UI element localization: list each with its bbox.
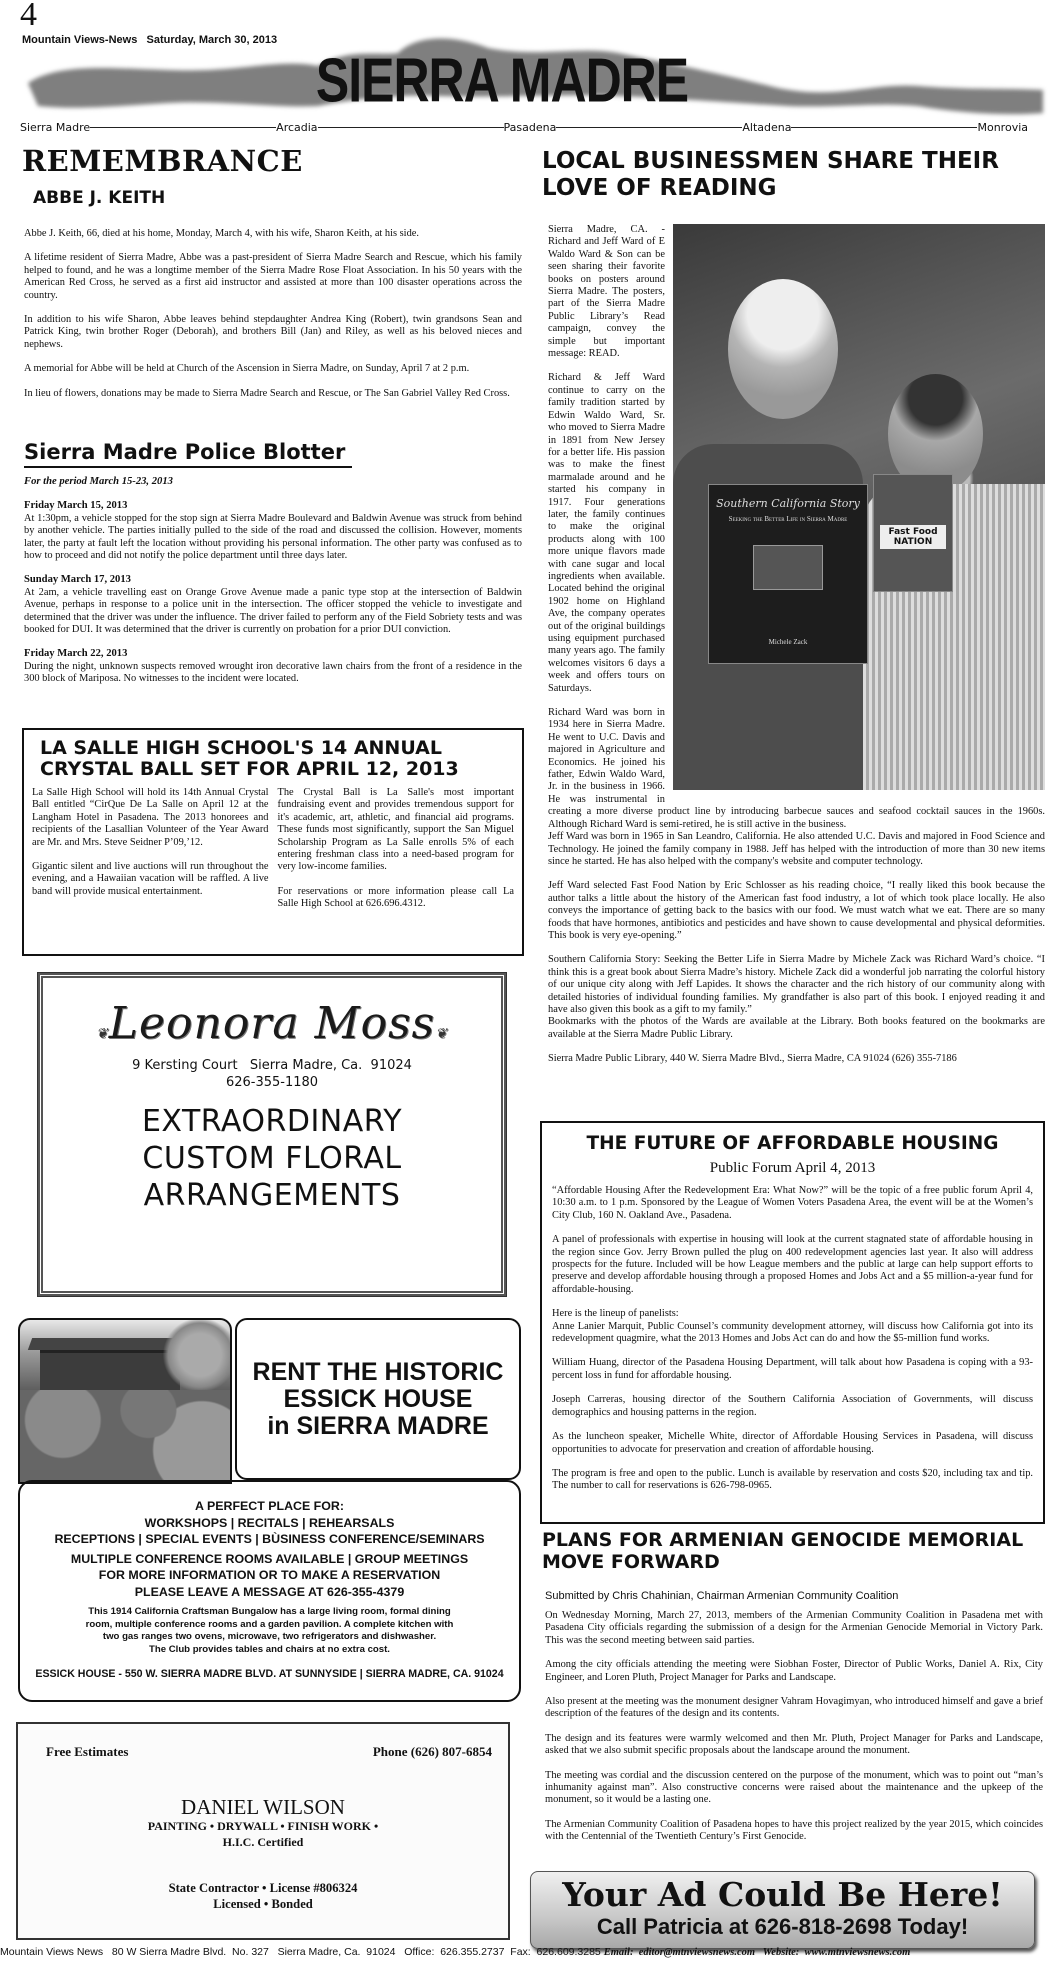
ad-address: 9 Kersting Court Sierra Madre, Ca. 91024 [132,1058,412,1073]
paragraph: William Huang, director of the Pasadena Housing Department, will talk about how Pasadena is coping with a 93-percent loss in fund for affordable housing. [552,1357,1033,1381]
ad-services: PAINTING • DRYWALL • FINISH WORK • [147,1819,379,1833]
advertise-contact: Call Patricia at 626-818-2698 Today! [596,1914,969,1939]
housing-subtitle: Public Forum April 4, 2013 [709,1160,876,1176]
remembrance-heading: REMEMBRANCE [22,144,303,178]
obituary-name: ABBE J. KEITH [33,188,166,208]
essick-description: This 1914 California Craftsman Bungalow has a large living room, formal dining room, multiple conference rooms and a garden pavilion. A complete kitchen with two gas ranges two ovens, microwave, two refrigerators and dishwasher. The Club provides tables and chairs at no extra cost. [85,1606,454,1655]
paragraph: Abbe J. Keith, 66, died at his home, Monday, March 4, with his wife, Sharon Keith, at his side. [24,228,419,239]
advertise-headline: Your Ad Could Be Here! [562,1875,1003,1914]
paragraph: In addition to his wife Sharon, Abbe leaves behind stepdaughter Andrea King (Robert), twin grandsons Sean and Patrick King, twin brother Roger (Deborah), and brothers Bill (Jan) and Riley, as well as his beloved nieces and nephews. [24,314,522,350]
paragraph: Richard & Jeff Ward continue to carry on the family tradition started by Edwin Waldo Ward, Sr. who moved to Sierra Madre in 1891 from New Jersey for a better life. His passion was to make the finest marmalade around and he started his company in 1917. Four generations later, the family continues to make the original products along with 100 more unique flavors made with cane sugar and local ingredients when available. Located behind the original 1902 home on Highland Ave, the company operates out of the original buildings using equipment purchased many years ago. The family welcomes visitors 6 days a week and offers tours on Saturdays. [548,372,665,694]
city-label: Monrovia [977,121,1028,134]
ad-business-name: DANIEL WILSON [181,1795,345,1819]
paragraph: A memorial for Abbe will be held at Church of the Ascension in Sierra Madre, on Sunday, April 7 at 2 p.m. [24,363,470,375]
free-estimates-label: Free Estimates [46,1744,129,1759]
paragraph: “Affordable Housing After the Redevelopment Era: What Now?” will be the topic of a free public forum April 4, 10:30 a.m. to 1 p.m. Sponsored by the League of Women Voters Pasadena Area, the event will be at the Women’s City Club, 160 N. Oakland Ave., Pasadena. [552,1185,1033,1221]
leonora-moss-ad [38,973,506,1296]
page-footer [0,1946,1056,1958]
ad-certification: H.I.C. Certified [222,1835,304,1849]
paragraph: Gigantic silent and live auctions will run throughout the evening, and a Hawaiian vacation will be raffled. A live band will provide musical entertainment. [32,861,269,897]
dateline: Mountain Views-News Saturday, March 30, 2013 [22,34,278,46]
blotter-entry: At 1:30pm, a vehicle stopped for the stop sign at Sierra Madre Boulevard and Baldwin Avenue was struck from behind by another vehicle. The parties initially pulled to the side of the road and discussed the collision. However, moments later, the party at fault left the location without providing his personal information. The other party was confused as to how to proceed and did not notify the police department until three days later. [24,512,522,562]
paragraph: Among the city officials attending the meeting were Siobhan Foster, Director of Public Works, Daniel A. Rix, City Engineer, and Loren Pluth, Project Manager for Parks and Landscape. [545,1659,1043,1683]
paragraph: Sierra Madre, CA. - Richard and Jeff Ward of E Waldo Ward & Son can be seen sharing their favorite books on posters around Sierra Madre. The posters, part of the Sierra Madre Public Library’s Read campaign, convey the simple but important message: READ. [548,224,665,360]
leonora-moss-logo: ❦Leonora Moss❦ [96,998,448,1049]
ad-bonded: Licensed • Bonded [213,1897,313,1911]
section-title: SIERRA MADRE [315,45,689,116]
paragraph: As the luncheon speaker, Michelle White, director of Affordable Housing Services in Pasadena, will discuss opportunities to advocate for preservation and creation of affordable housing. [552,1431,1033,1455]
paragraph: The Armenian Community Coalition of Pasadena hopes to have this project realized by the year 2015, which coincides with the Centennial of the Twentieth Century’s First Genocide. [545,1818,1043,1843]
divider-line [791,127,977,128]
ad-license: State Contractor • License #806324 [168,1881,358,1895]
city-label: Arcadia [276,121,318,134]
blotter-date: Sunday March 17, 2013 [24,574,131,586]
armenian-article-body [545,1610,1043,1856]
lasalle-headline [32,738,514,780]
housing-article-box [540,1121,1045,1524]
paragraph: Joseph Carreras, housing director of the Southern California Association of Governments, will discuss demographics and housing patterns in the region. [552,1394,1033,1418]
police-blotter-body [24,476,522,698]
police-blotter-heading: Sierra Madre Police Blotter [24,440,352,468]
ad-phone: 626-355-1180 [225,1075,319,1090]
paragraph: For reservations or more information please call La Salle High School at 626.696.4312. [277,885,514,910]
paragraph: Here is the lineup of panelists: [552,1308,679,1320]
city-label: Altadena [742,121,792,134]
paragraph: Sierra Madre Public Library, 440 W. Sierra Madre Blvd., Sierra Madre, CA 91024 (626) 355-7186 [548,1053,957,1065]
essick-headline: RENT THE HISTORIC ESSICK HOUSE in SIERRA MADRE [252,1357,504,1440]
paragraph: A lifetime resident of Sierra Madre, Abbe was a past-president of Sierra Madre Search and Rescue, which his family helped to found, and he was a longtime member of the Sierra Madre Rose Float Association. In his 50 years with the American Red Cross, he served as a first aid instructor and assisted at more than 100 disaster operations across the country. [24,252,522,301]
book-southern-california-story: Southern California Story Seeking the Better Life in Sierra Madre Michele Zack [708,484,868,664]
housing-headline: THE FUTURE OF AFFORDABLE HOUSING [586,1133,999,1154]
blotter-date: Friday March 22, 2013 [24,648,128,660]
divider-line [90,127,276,128]
paragraph: The design and its features were warmly welcomed and then Mr. Pluth, Project Manager for Parks and Landscape, asked that we also submit specific proposals about the landscape around the monument. [545,1732,1043,1757]
paragraph: Richard Ward was born in 1934 here in Sierra Madre. He went to U.C. Davis and majored in Agriculture and Economics. He joined his father, Edwin Waldo Ward, Jr. in the business in 1966. He was instrumental in creating a more diverse product line by introducing barbecue sauces and seafood cocktail sauces in the 1960s. Although Richard Ward is semi-retired, he is still active in the business. [548,707,1045,830]
blotter-entry: During the night, unknown suspects removed wrought iron decorative lawn chairs from the front of a residence in the 300 block of Mariposa. No witnesses to the incident were located. [24,660,522,685]
floral-ornament-icon: ❦ [435,1026,448,1042]
city-label: Pasadena [503,121,557,134]
headline-line: LA SALLE HIGH SCHOOL'S 14 ANNUAL [40,737,442,759]
paragraph: The meeting was cordial and the discussion centered on the purpose of the monument, which was to point out “man’s inhumanity against man”. Also constructive concerns were raised about the maintenance and the upkeep of the monument, so it would be a lasting one. [545,1769,1043,1806]
advertise-here-banner[interactable] [530,1871,1035,1949]
paragraph: La Salle High School will hold its 14th Annual Crystal Ball entitled “CirQue De La Salle on April 12 at the Langham Hotel in Pasadena. The 2013 honorees and recipients of the Lasallian Volunteer of the Year Award are Mr. and Mrs. Steve Seidner P’09,’12. [32,787,269,848]
paragraph: Bookmarks with the photos of the Wards are available at the Library. Both books featured on the bookmarks are available at the Sierra Madre Public Library. [548,1016,1045,1040]
book-fast-food-nation: Fast Food NATION [873,474,953,592]
paragraph: Southern California Story: Seeking the Better Life in Sierra Madre by Michele Zack was Richard Ward’s choice. “I think this is a great book about Sierra Madre’s history. Michele Zack did a wonderful job narrating the colorful history of our unique city along with Jeff Lapides. It shows the character and the rich history of our community along with detailed histories of individual founding families. My grandfather is also part of this book. I enjoyed reading it and have also given this book as a gift to my family.” [548,954,1045,1015]
lasalle-column-left [32,787,269,923]
essick-info-box [18,1480,521,1702]
paragraph: Also present at the meeting was the monument designer Vahram Hovagimyan, who introduced himself and gave a brief description of the features of the design and its contents. [545,1696,1043,1720]
headline-line: CRYSTAL BALL SET FOR APRIL 12, 2013 [40,758,459,780]
essick-features: A PERFECT PLACE FOR: WORKSHOPS | RECITALS | REHEARSALS RECEPTIONS | SPECIAL EVENTS | BÙSINESS CONFERENCE/SEMINARS MULTIPLE CONFERENCE ROOMS AVAILABLE | GROUP MEETINGS FOR MORE INFORMATION OR TO MAKE A RESERVATION PLEASE LEAVE A MESSAGE AT 626-355-4379 [54,1499,485,1599]
businessmen-headline: LOCAL BUSINESSMEN SHARE THEIR LOVE OF READING [542,148,999,201]
paragraph: Jeff Ward was born in 1965 in San Leandro, California. He also attended U.C. Davis and majored in Food Science and Technology. He joined the family company in 1988. Jeff has helped with the introduction of more than 30 new items since he started. He has also helped with the company's website and computer technology. [548,831,1045,867]
essick-house-photo [18,1318,232,1484]
obituary-body [24,228,522,412]
city-label: Sierra Madre [20,121,91,134]
ward-family-photo [673,224,1045,790]
city-line [20,121,1028,134]
armenian-memorial-headline: PLANS FOR ARMENIAN GENOCIDE MEMORIAL MOVE FORWARD [542,1529,1024,1573]
paragraph: Jeff Ward selected Fast Food Nation by Eric Schlosser as his reading choice, “I really liked this book because the author talks a little about the history of the American fast food industry, a lot of which took place locally. He also conveys the importance of getting back to the basics with our food. We must watch what we eat. There are so many foods that have hormones, antibiotics and pesticides and have shown to cause developmental and physical deformities. This book is very eye-opening.” [548,880,1045,941]
essick-address: ESSICK HOUSE - 550 W. SIERRA MADRE BLVD. AT SUNNYSIDE | SIERRA MADRE, CA. 91024 [35,1668,504,1681]
ad-slogan: EXTRAORDINARY CUSTOM FLORAL ARRANGEMENTS [141,1104,403,1213]
divider-line [318,127,504,128]
blotter-entry: At 2am, a vehicle travelling east on Orange Grove Avenue made a panic type stop at the intersection of Baldwin Avenue, perhaps in response to a police unit in the intersection. The officer stopped the vehicle to investigate and determined that the driver was under the influence. The driver failed to perform any of the Field Sobriety tests and was booked for DUI. It was determined that the driver is currently on probation for a prior DUI conviction. [24,586,522,636]
ad-phone: Phone (626) 807-6854 [372,1744,492,1759]
divider-line [556,127,742,128]
footer-address: Mountain Views News 80 W Sierra Madre Blvd. No. 327 Sierra Madre, Ca. 91024 Office: 626.355.2737 Fax: 626.609.3285 [0,1946,601,1958]
page-number: 4 [20,0,37,33]
paragraph: The program is free and open to the public. Lunch is available by reservation and costs $20, including tax and tip. The number to call for reservations is 626-798-0965. [552,1467,1033,1492]
blotter-period: For the period March 15-23, 2013 [24,476,173,487]
floral-ornament-icon: ❦ [96,1026,109,1042]
essick-headline-box [235,1318,521,1480]
blotter-date: Friday March 15, 2013 [24,500,128,512]
paragraph: Anne Lanier Marquit, Public Counsel’s community development attorney, will discuss how California got into its redevelopment quagmire, what the 2013 Homes and Jobs Act can do and how the $5-million fund works. [552,1320,1033,1345]
lasalle-column-right [278,787,515,923]
daniel-wilson-ad [16,1722,510,1940]
footer-contact: Email: editor@mtnviewsnews.com Website: www.mtnviewsnews.com [603,1947,911,1958]
paragraph: A panel of professionals with expertise in housing will look at the current stagnated state of affordable housing in the region since Gov. Jerry Brown pulled the plug on 400 redevelopment agencies last year. It also will address prospects for the future. Included will be how League members and the public at large can help support efforts to preserve and develop affordable housing through a proposed Homes and Jobs Act and a $5 million-a-year fund for affordable-housing. [552,1234,1033,1295]
lasalle-article-box [22,728,524,956]
paragraph: On Wednesday Morning, March 27, 2013, members of the Armenian Community Coalition in Pasadena met with Pasadena City officials regarding the submission of a design for the Armenian Genocide Memorial in Victory Park. This was the second meeting between said parties. [545,1610,1043,1646]
paragraph: In lieu of flowers, donations may be made to Sierra Madre Search and Rescue, or The San Gabriel Valley Red Cross. [24,387,510,399]
byline: Submitted by Chris Chahinian, Chairman Armenian Community Coalition [545,1590,899,1602]
paragraph: The Crystal Ball is La Salle's most important fundraising event and provides tremendous support for it's academic, art, athletic, and financial aid programs. These funds most significantly, support the San Miguel Scholarship Program as La Salle enrolls 5% of each entering freshman class into a need-based program for very low-income families. [277,787,514,873]
businessmen-article [548,224,1045,1078]
